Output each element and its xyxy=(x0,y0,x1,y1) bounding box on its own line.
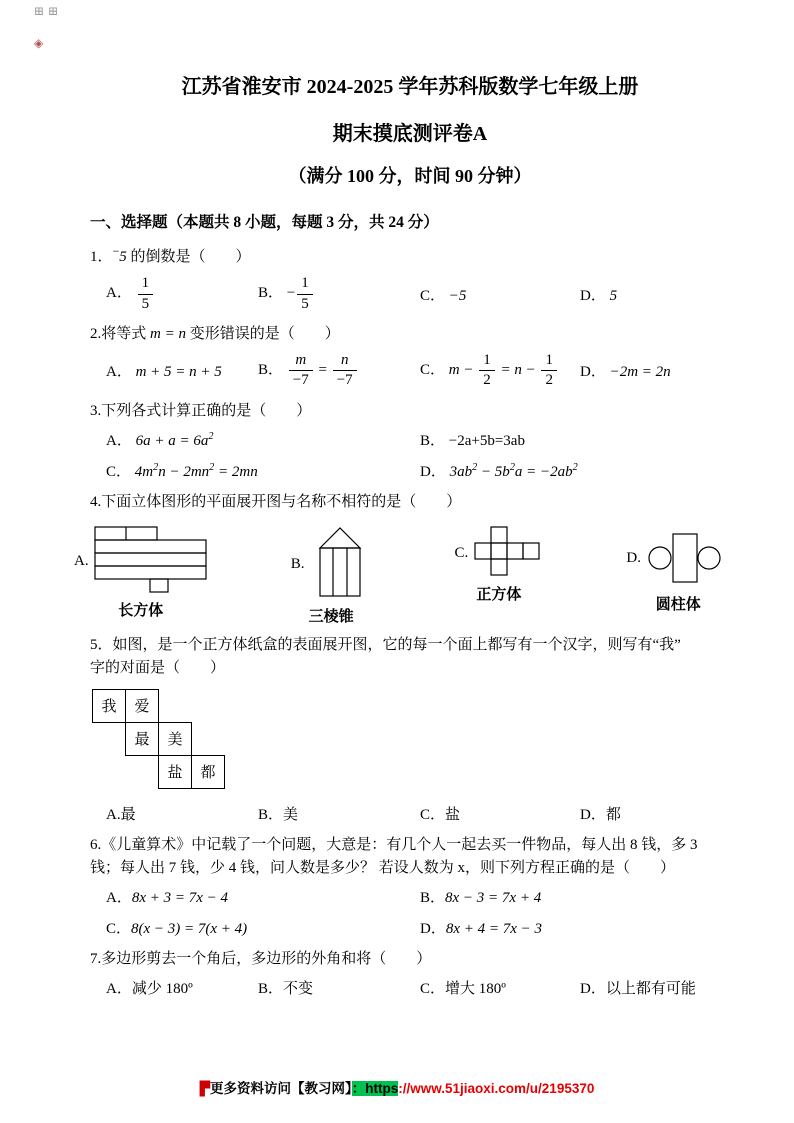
q1-option-b xyxy=(258,275,420,313)
question-7-options xyxy=(90,977,730,998)
q7-option-c xyxy=(420,977,580,998)
q1-option-c xyxy=(420,284,580,305)
footer-marker-icon: ▛ xyxy=(199,1081,211,1096)
option-label: C． xyxy=(106,921,132,937)
option-label: B． xyxy=(420,432,446,449)
q1-option-d xyxy=(580,284,730,305)
option-value: −5 xyxy=(448,287,467,304)
fraction-numerator: n xyxy=(333,352,357,371)
fraction xyxy=(289,352,313,390)
question-7-stem: 7.多边形剪去一个角后，多边形的外角和将（ ） xyxy=(90,951,432,967)
option-label: A． xyxy=(106,890,132,906)
option-value: 都 xyxy=(605,806,621,823)
question-4-figures xyxy=(74,526,730,626)
net-cell: 都 xyxy=(191,755,225,789)
option-label: D． xyxy=(420,921,446,937)
fraction-numerator: 1 xyxy=(297,275,313,294)
option-label: B． xyxy=(258,285,284,302)
option-label: D． xyxy=(580,364,606,381)
question-4-stem: 4.下面立体图形的平面展开图与名称不相符的是（ ） xyxy=(90,493,462,510)
q6-option-d xyxy=(420,917,730,938)
option-label: B． xyxy=(258,981,284,998)
option-value: 8x + 4 = 7x − 3 xyxy=(445,921,543,937)
option-value: 减少 180º xyxy=(131,981,193,998)
watermark-footer xyxy=(0,1077,794,1097)
q1-minus-sign: − xyxy=(112,244,120,258)
question-2-options xyxy=(90,352,730,390)
option-label: C． xyxy=(420,806,446,823)
option-value: −2a+5b=3ab xyxy=(448,432,525,449)
option-label: C. xyxy=(454,544,469,561)
exponent: 2 xyxy=(153,461,159,473)
q7-option-b xyxy=(258,977,420,998)
question-3-options-row2 xyxy=(90,460,730,481)
net-cell: 美 xyxy=(158,722,192,756)
q3-option-a xyxy=(106,429,420,450)
q5-option-a xyxy=(106,803,258,824)
option-value: m + 5 = n + 5 xyxy=(135,364,222,381)
question-5-stem xyxy=(90,634,730,681)
option-label: B． xyxy=(258,806,284,823)
q4-d-figure-wrap xyxy=(626,526,730,590)
q6-stem-line2: 钱；每人出 7 钱，少 4 钱，问人数是多少？ 若设人数为 x，则下列方程正确的是（ ） xyxy=(90,859,676,876)
minus-sign: − xyxy=(286,285,296,302)
q5-stem-line2: 字的对面是（ ） xyxy=(90,660,226,677)
q4-option-a xyxy=(74,526,208,620)
net-cell: 我 xyxy=(92,689,126,723)
q4-a-figure-wrap xyxy=(74,526,208,596)
q2-stem-post: 变形错误的是（ ） xyxy=(185,325,340,342)
option-value: 盐 xyxy=(445,806,461,823)
option-label: B． xyxy=(258,362,284,379)
figure-caption: 圆柱体 xyxy=(655,597,701,613)
grid-artifact-icon: ⊞ xyxy=(48,4,63,18)
q2-option-a xyxy=(106,360,258,381)
q2-stem-math: m = n xyxy=(150,325,186,342)
net-cell: 最 xyxy=(125,722,159,756)
footer-url-link[interactable]: ://www.51jiaoxi.com/u/2195370 xyxy=(398,1081,595,1096)
question-3-stem: 3.下列各式计算正确的是（ ） xyxy=(90,402,312,419)
q4-c-figure-wrap xyxy=(455,526,544,580)
fraction-numerator: 1 xyxy=(479,352,495,371)
fraction-denominator: 5 xyxy=(301,295,309,312)
figure-caption: 三棱锥 xyxy=(308,609,354,625)
cuboid-net-figure xyxy=(94,526,208,596)
question-6-stem xyxy=(90,834,730,881)
fraction xyxy=(297,275,313,313)
fraction xyxy=(541,352,557,390)
option-label: D. xyxy=(626,549,641,566)
fraction-numerator: m xyxy=(289,352,313,371)
question-5-options xyxy=(90,803,730,824)
q2-option-b xyxy=(258,352,420,390)
figure-caption: 正方体 xyxy=(476,587,522,603)
option-label: A． xyxy=(106,981,132,998)
fraction xyxy=(479,352,495,390)
exponent: 2 xyxy=(509,461,515,473)
option-value: 8(x − 3) = 7(x + 4) xyxy=(131,921,248,937)
option-value: 最 xyxy=(120,806,136,823)
q1-option-a xyxy=(106,275,258,313)
q6-option-a xyxy=(106,886,420,907)
option-label: C． xyxy=(420,362,446,379)
question-1-stem xyxy=(90,242,730,269)
option-value-part: = n − xyxy=(500,362,536,379)
q5-stem-line1: 5．如图，是一个正方体纸盒的表面展开图，它的每一个面上都写有一个汉字，则写有“我” xyxy=(90,637,681,653)
q5-option-b xyxy=(258,803,420,824)
footer-highlight: ：https xyxy=(351,1081,399,1096)
option-label: D． xyxy=(580,806,606,823)
fraction xyxy=(333,352,357,390)
q1-value: 5 xyxy=(119,249,127,265)
fraction-denominator: −7 xyxy=(292,372,309,389)
option-label: C． xyxy=(420,981,446,998)
q2-option-c xyxy=(420,352,580,390)
option-label: D． xyxy=(420,463,446,480)
question-3-options-row1 xyxy=(90,429,730,450)
cube-net-characters-figure xyxy=(92,689,228,791)
exponent: 2 xyxy=(572,461,578,473)
option-value-part: = 2mn xyxy=(214,463,258,480)
option-label: B. xyxy=(290,555,305,572)
fraction-numerator: 1 xyxy=(138,275,154,294)
q3-option-d xyxy=(420,460,730,481)
option-value: 美 xyxy=(283,806,299,823)
q5-option-d xyxy=(580,803,730,824)
option-label: C． xyxy=(106,463,132,480)
q2-option-d xyxy=(580,360,730,381)
q2-stem-pre: 2.将等式 xyxy=(90,325,151,342)
cube-net-figure xyxy=(473,526,543,580)
q6-option-b xyxy=(420,886,730,907)
q4-option-d xyxy=(626,526,730,614)
net-cell: 爱 xyxy=(125,689,159,723)
exponent: 2 xyxy=(208,430,214,442)
fraction-denominator: 2 xyxy=(483,372,491,389)
q5-option-c xyxy=(420,803,580,824)
option-value-part: n − 2mn xyxy=(158,463,210,480)
option-label: A． xyxy=(106,432,132,449)
fraction-denominator: 5 xyxy=(141,295,150,312)
q1-number: 1． xyxy=(90,249,113,265)
option-label: A. xyxy=(106,806,121,823)
equals-sign: = xyxy=(318,362,327,379)
option-value-part: 6a + a = 6a xyxy=(135,432,209,449)
q6-stem-line1: 6.《儿童算术》中记载了一个问题，大意是：有几个人一起去买一件物品，每人出 8 钱，多 3 xyxy=(90,836,698,853)
q6-option-c xyxy=(106,917,420,938)
option-label: C． xyxy=(420,287,446,304)
option-label: D． xyxy=(580,981,606,998)
fraction-denominator: −7 xyxy=(336,372,353,389)
document-body xyxy=(74,70,730,1008)
option-value: 增大 180º xyxy=(445,981,506,998)
option-value: 以上都有可能 xyxy=(605,981,696,998)
option-value: 8x − 3 = 7x + 4 xyxy=(445,890,542,906)
option-value: 5 xyxy=(609,287,618,304)
q3-option-b xyxy=(420,429,730,450)
q3-option-c xyxy=(106,460,420,481)
doc-artifact-icon-colored xyxy=(34,36,43,51)
doc-artifact-icons xyxy=(34,4,62,19)
q4-option-b xyxy=(291,526,372,626)
option-value-part: − 5b xyxy=(477,463,510,480)
question-1-options xyxy=(90,275,730,313)
option-label: D． xyxy=(580,287,606,304)
q7-option-a xyxy=(106,977,258,998)
fraction-numerator: 1 xyxy=(541,352,557,371)
q1-stem-text: 的倒数是（ ） xyxy=(126,249,251,265)
exam-title-line2: 期末摸底测评卷A xyxy=(332,123,488,145)
fraction xyxy=(138,275,154,313)
q4-b-figure-wrap xyxy=(291,526,372,602)
grid-artifact-icon: ⊞ xyxy=(34,4,49,18)
q7-option-d xyxy=(580,977,730,998)
exam-title-line1: 江苏省淮安市 2024-2025 学年苏科版数学七年级上册 xyxy=(181,76,639,98)
cylinder-net-figure xyxy=(646,526,730,590)
net-cell: 盐 xyxy=(158,755,192,789)
option-value: 不变 xyxy=(283,981,314,998)
exponent: 2 xyxy=(209,461,215,473)
option-value: 8x + 3 = 7x − 4 xyxy=(131,890,229,906)
q4-option-c xyxy=(455,526,544,604)
option-value: −2m = 2n xyxy=(609,364,671,381)
diamond-artifact-icon: ◈ xyxy=(34,36,44,50)
option-label: A． xyxy=(106,364,132,381)
option-value-part: 4m xyxy=(134,463,154,480)
option-value-part: m − xyxy=(448,362,474,379)
section-heading: 一、选择题（本题共 8 小题，每题 3 分，共 24 分） xyxy=(90,214,439,231)
exam-title-line3: （满分 100 分，时间 90 分钟） xyxy=(288,166,532,186)
option-value-part: a = −2ab xyxy=(514,463,573,480)
option-label: B． xyxy=(420,890,446,906)
question-6-options-row2 xyxy=(90,917,730,938)
exponent: 2 xyxy=(472,461,478,473)
question-6-options-row1 xyxy=(90,886,730,907)
option-label: A. xyxy=(74,552,89,569)
question-2-stem xyxy=(90,323,730,346)
option-label: A． xyxy=(106,285,132,302)
footer-label: 更多资料访问【教习网】 xyxy=(210,1081,352,1096)
figure-caption: 长方体 xyxy=(118,603,164,619)
fraction-denominator: 2 xyxy=(545,372,553,389)
triangular-prism-net-figure xyxy=(309,526,371,602)
option-value-part: 3ab xyxy=(449,463,473,480)
